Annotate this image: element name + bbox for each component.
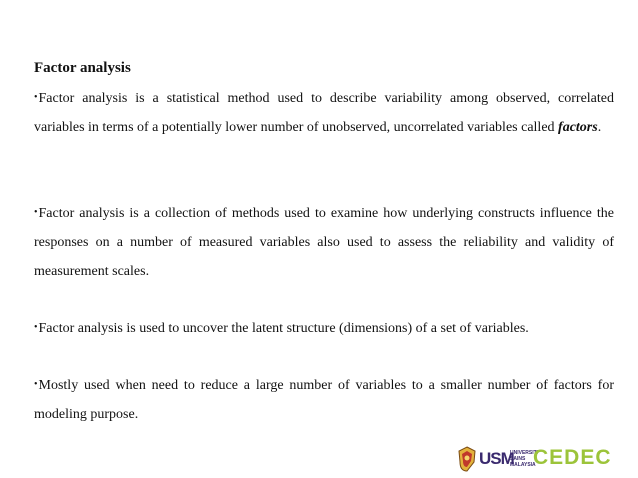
- bullet-icon: •: [34, 379, 38, 390]
- slide-title: Factor analysis: [34, 60, 131, 76]
- bullet-icon: •: [34, 322, 38, 333]
- university-crest-icon: [457, 446, 477, 472]
- bullet-paragraph-2: [34, 198, 614, 286]
- paragraph-text: Factor analysis is a collection of methods used to examine how underlying constructs influence the responses on a number of measured variables also used to assess the reliability and validity of measurement scales.: [34, 206, 614, 279]
- bullet-icon: •: [34, 207, 38, 218]
- paragraph-text: Mostly used when need to reduce a large number of variables to a smaller number of factors for modeling purpose.: [34, 378, 614, 422]
- bullet-paragraph-1: [34, 83, 614, 142]
- usm-sub-line: MALAYSIA: [510, 462, 536, 468]
- paragraph-text: Factor analysis is a statistical method used to describe variability among observed, correlated variables in terms of a potentially lower number of unobserved, uncorrelated variables called: [34, 91, 614, 135]
- usm-sub-line: UNIVERSITI: [510, 450, 539, 456]
- cedec-logo: CEDEC: [533, 446, 612, 469]
- paragraph-text: Factor analysis is used to uncover the latent structure (dimensions) of a set of variables.: [38, 321, 529, 336]
- bullet-paragraph-3: [34, 313, 614, 343]
- footer-logos: [457, 446, 629, 472]
- emphasized-term: factors: [558, 120, 598, 135]
- usm-logo-text: USM: [479, 449, 514, 468]
- bullet-icon: •: [34, 92, 38, 103]
- usm-sub-line: SAINS: [510, 456, 526, 462]
- paragraph-text-end: .: [597, 120, 602, 135]
- bullet-paragraph-4: [34, 370, 614, 429]
